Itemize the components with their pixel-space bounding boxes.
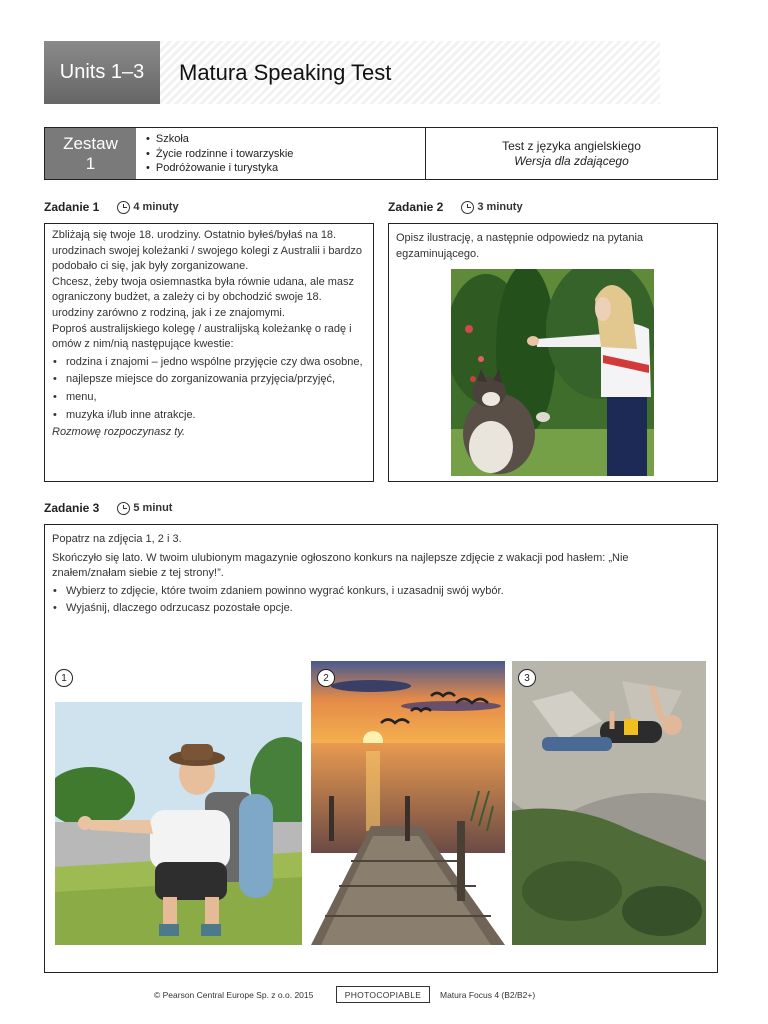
task1-paragraph: Chcesz, żeby twoja osiemnastka była równie udana, ale masz ograniczony budżet, a zależy ci by obchodzić swoje 18. urodziny zarówno z rodziną, jak i ze znajomymi. — [52, 275, 355, 319]
task3-photo-1-hitchhiker — [55, 702, 302, 945]
task2-instruction: Opisz ilustrację, a następnie odpowiedz na pytania egzaminującego. — [396, 232, 644, 260]
clock-icon — [117, 201, 130, 214]
task1-closing: Rozmowę rozpoczynasz ty. — [52, 426, 186, 439]
task1-heading: Zadanie 1 — [44, 200, 100, 214]
sunset-pier-illustration — [311, 661, 505, 945]
task2-heading-row — [388, 200, 523, 214]
test-title: Test z języka angielskiego — [502, 138, 641, 153]
task3-heading: Zadanie 3 — [44, 501, 100, 515]
climber-illustration — [512, 661, 706, 945]
task3-line1: Popatrz na zdjęcia 1, 2 i 3. — [52, 533, 182, 545]
zestaw-box — [44, 127, 718, 180]
task3-line2: Skończyło się lato. W twoim ulubionym magazynie ogłoszono konkurs na najlepsze zdjęcie z wakacji pod hasłem: „Nie znałem/znałam siebie z tej strony!”. — [52, 551, 629, 580]
task2-time — [461, 201, 522, 214]
photo-number-1: 1 — [55, 669, 73, 687]
hitchhiker-illustration — [55, 702, 302, 945]
task3-bullet: • Wyjaśnij, dlaczego odrzucasz pozostałe opcje. — [52, 601, 709, 617]
task1-bullet: • najlepsze miejsce do zorganizowania przyjęcia/przyjęć, — [52, 372, 365, 388]
task1-paragraph: Zbliżają się twoje 18. urodziny. Ostatnio byłeś/byłaś na 18. urodzinach swojej koleżanki / swojego kolegi z Australii i bardzo podobało ci się, jak były zorganizowane. — [52, 229, 362, 273]
task1-heading-row — [44, 200, 179, 214]
photocopiable-badge: PHOTOCOPIABLE — [336, 986, 430, 1003]
task3-time — [117, 502, 172, 515]
task3-heading-row — [44, 501, 172, 515]
clock-icon — [461, 201, 474, 214]
task1-paragraph: Poproś australijskiego kolegę / australijską koleżankę o radę i omów z nim/nią następujące kwestie: — [52, 322, 352, 351]
footer-book-title: Matura Focus 4 (B2/B2+) — [440, 990, 536, 1000]
footer-copyright: © Pearson Central Europe Sp. z o.o. 2015 — [154, 990, 314, 1000]
task2-photo-girl-dog — [451, 269, 654, 476]
topic-item: • Szkoła — [146, 132, 425, 147]
task2-time-label: 3 minuty — [477, 201, 523, 213]
photo-number-2: 2 — [317, 669, 335, 687]
zestaw-label-number: 1 — [85, 153, 96, 173]
test-subtitle: Wersja dla zdającego — [514, 153, 629, 168]
task3-bullet: • Wybierz to zdjęcie, które twoim zdaniem powinno wygrać konkurs, i uzasadnij swój wybór. — [52, 584, 709, 600]
test-info — [426, 128, 717, 179]
task3-photo-2-sunset-pier — [311, 661, 505, 945]
task1-bullets — [52, 355, 365, 423]
task1-bullet: • menu, — [52, 390, 365, 406]
task2-heading: Zadanie 2 — [388, 200, 444, 214]
task3-bullets — [52, 584, 709, 617]
topic-item: • Życie rodzinne i towarzyskie — [146, 147, 425, 162]
task3-time-label: 5 minut — [133, 502, 173, 514]
unit-label: Units 1–3 — [44, 41, 160, 104]
footer — [0, 986, 768, 1004]
task1-bullet: • rodzina i znajomi – jedno wspólne przyjęcie czy dwa osobne, — [52, 355, 365, 371]
page-title-text: Matura Speaking Test — [179, 59, 392, 85]
clock-icon — [117, 502, 130, 515]
task1-time-label: 4 minuty — [133, 201, 179, 213]
zestaw-label — [45, 128, 136, 179]
topic-item: • Podróżowanie i turystyka — [146, 161, 425, 176]
zestaw-label-line1: Zestaw — [63, 133, 118, 153]
page-title — [160, 41, 660, 104]
photo-number-3: 3 — [518, 669, 536, 687]
task3-photo-3-climber — [512, 661, 706, 945]
topic-list — [136, 128, 426, 179]
girl-dog-illustration — [451, 269, 654, 476]
task1-box — [44, 223, 374, 482]
task1-bullet: • muzyka i/lub inne atrakcje. — [52, 408, 365, 424]
task1-time — [117, 201, 178, 214]
